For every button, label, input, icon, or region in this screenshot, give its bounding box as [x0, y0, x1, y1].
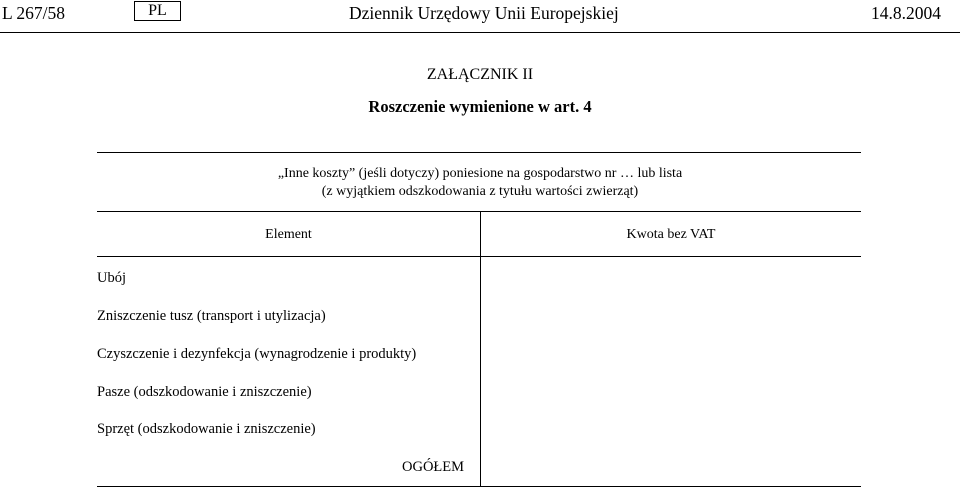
caption-bottom-rule: [97, 211, 861, 212]
table-row: Sprzęt (odszkodowanie i zniszczenie): [97, 421, 316, 437]
table-row: Pasze (odszkodowanie i zniszczenie): [97, 384, 312, 400]
table-caption-line-2: (z wyjątkiem odszkodowania z tytułu wartości zwierząt): [321, 184, 639, 199]
table-row: Zniszczenie tusz (transport i utylizacja): [97, 308, 326, 324]
annex-subtitle: Roszczenie wymienione w art. 4: [368, 97, 592, 116]
language-badge: PL: [134, 1, 181, 21]
table-top-rule: [97, 152, 861, 153]
column-header-rule: [97, 256, 861, 257]
column-divider: [480, 211, 481, 487]
column-header-element: Element: [265, 227, 312, 242]
total-label: OGÓŁEM: [402, 459, 465, 475]
journal-title: Dziennik Urzędowy Unii Europejskiej: [349, 3, 619, 23]
table-row: Ubój: [97, 270, 126, 286]
column-header-amount: Kwota bez VAT: [626, 227, 716, 242]
annex-title: ZAŁĄCZNIK II: [426, 66, 534, 83]
page-reference: L 267/58: [2, 3, 66, 23]
table-caption-line-1: „Inne koszty” (jeśli dotyczy) poniesione na gospodarstwo nr … lub lista: [277, 166, 683, 181]
table-row: Czyszczenie i dezynfekcja (wynagrodzenie i produkty): [97, 346, 417, 362]
header-divider: [0, 32, 960, 33]
publication-date: 14.8.2004: [871, 3, 941, 23]
